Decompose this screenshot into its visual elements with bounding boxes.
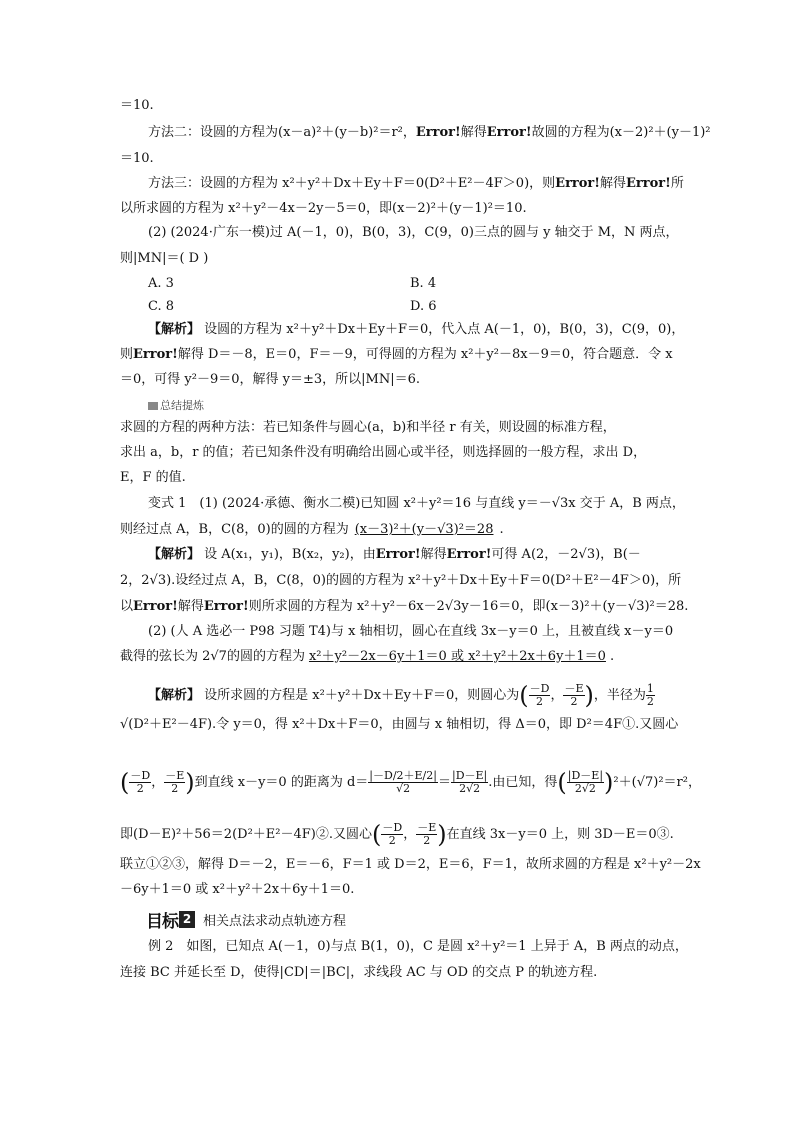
goal-title: 相关点法求动点轨迹方程 [203,913,347,929]
goal-heading [146,908,346,930]
text-line: 方法二：设圆的方程为(x－a)²＋(y－b)²＝r²，Error!解得Error!故圆的方程为(x－2)²＋(y－1)² [148,125,711,140]
analysis-line: 则Error!解得 D＝－8，E＝0，F＝－9，可得圆的方程为 x²＋y²－8x－9＝0，符合题意．令 x [120,347,673,362]
analysis-line: 即(D－E)²＋56＝2(D²＋E²－4F)②.又圆心( $\frac{-D}{2}$ ， $\frac{-E}{2}$ )在直线 3x－y＝0 上，则 3D－E＝0③. [120,820,674,849]
option-d: D. 6 [410,299,437,314]
text-line: ＝10. [120,98,154,113]
analysis-line: √(D²＋E²－4F).令 y＝0，得 x²＋Dx＋F＝0，由圆与 x 轴相切，得 Δ＝0，即 D²＝4F①.又圆心 [120,717,679,732]
question-line: (2) (2024·广东一模)过 A(－1，0)，B(0，3)，C(9，0)三点的圆与 y 轴交于 M，N 两点， [148,225,679,240]
answer-blank: x²＋y²－2x－6y＋1＝0 或 x²＋y²＋2x＋6y＋1＝0 [308,649,606,664]
analysis-line: 联立①②③，解得 D＝－2，E＝－6，F＝1 或 D＝2，E＝6，F＝1，故所求圆的方程是 x²＋y²－2x [120,857,701,872]
example-line: 例 2 如图，已知点 A(－1，0)与点 B(1，0)，C 是圆 x²＋y²＝1 上异于 A，B 两点的动点， [148,939,688,954]
variant-line: 变式 1 (1) (2024·承德、衡水二模)已知圆 x²＋y²＝16 与直线 y＝－√3x 交于 A，B 两点， [148,496,685,511]
analysis-line: 以Error!解得Error!则所求圆的方程为 x²＋y²－6x－2√3y－16＝0，即(x－3)²＋(y－√3)²＝28. [120,599,689,614]
summary-line: E，F 的值. [120,470,186,485]
example-line: 连接 BC 并延长至 D，使得|CD|＝|BC|，求线段 AC 与 OD 的交点 P 的轨迹方程. [120,965,598,980]
summary-line: 求圆的方程的两种方法：若已知条件与圆心(a，b)和半径 r 有关，则设圆的标准方程， [120,420,616,435]
summary-tag: 总结提炼 [148,397,204,413]
analysis-line: 【解析】 设圆的方程为 x²＋y²＋Dx＋Ey＋F＝0，代入点 A(－1，0)，B(0，3)，C(9，0)， [148,322,685,337]
text-line: 以所求圆的方程为 x²＋y²－4x－2y－5＝0，即(x－2)²＋(y－1)²＝10. [120,201,527,216]
variant-line: (2) (人 A 选必一 P98 习题 T4)与 x 轴相切，圆心在直线 3x－y＝0 上，且被直线 x－y＝0 [148,624,674,639]
analysis-line: 【解析】 设 A(x₁，y₁)，B(x₂，y₂)，由Error!解得Error!可得 A(2，－2√3)，B(－ [148,547,641,562]
option-c: C. 8 [148,299,175,314]
option-b: B. 4 [410,276,437,291]
analysis-line: －6y＋1＝0 或 x²＋y²＋2x＋6y＋1＝0. [120,882,355,897]
summary-line: 求出 a，b，r 的值；若已知条件没有明确给出圆心或半径，则选择圆的一般方程，求出 D， [120,445,647,460]
goal-number-badge: 2 [179,911,195,928]
variant-line: 则经过点 A，B，C(8，0)的圆的方程为 (x－3)²＋(y－√3)²＝28 . [120,522,504,537]
analysis-line: ＝0，可得 y²－9＝0，解得 y＝±3，所以|MN|＝6. [120,372,420,387]
analysis-line: ( $\frac{-D}{2}$ ， $\frac{-E}{2}$ )到直线 x－y＝0 的距离为 d＝ $\frac{|-D/2+E/2|}{√2}$ ＝ $\frac{|D-E|}{2√2}$ .由已知，得( $\frac{|D-E|}{2√2}$ )²＋(√7)²＝r²， [120,768,701,797]
goal-label: 目标 [146,911,178,932]
text-line: ＝10. [120,151,154,166]
answer-blank: (x－3)²＋(y－√3)²＝28 [354,522,494,537]
variant-line: 截得的弦长为 2√7的圆的方程为 x²＋y²－2x－6y＋1＝0 或 x²＋y²＋2x＋6y＋1＝0 . [120,649,615,664]
option-a: A. 3 [148,276,174,291]
analysis-line: 2，2√3).设经过点 A，B，C(8，0)的圆的方程为 x²＋y²＋Dx＋Ey＋F＝0(D²＋E²－4F＞0)，所 [120,573,682,588]
question-line: 则|MN|＝( D ) [120,251,209,266]
text-line: 方法三：设圆的方程为 x²＋y²＋Dx＋Ey＋F＝0(D²＋E²－4F＞0)，则Error!解得Error!所 [148,176,684,191]
analysis-line: 【解析】 设所求圆的方程是 x²＋y²＋Dx＋Ey＋F＝0，则圆心为( $\frac{-D}{2}$ ， $\frac{-E}{2}$ )，半径为 $\frac{1}{2}$ [148,681,654,710]
